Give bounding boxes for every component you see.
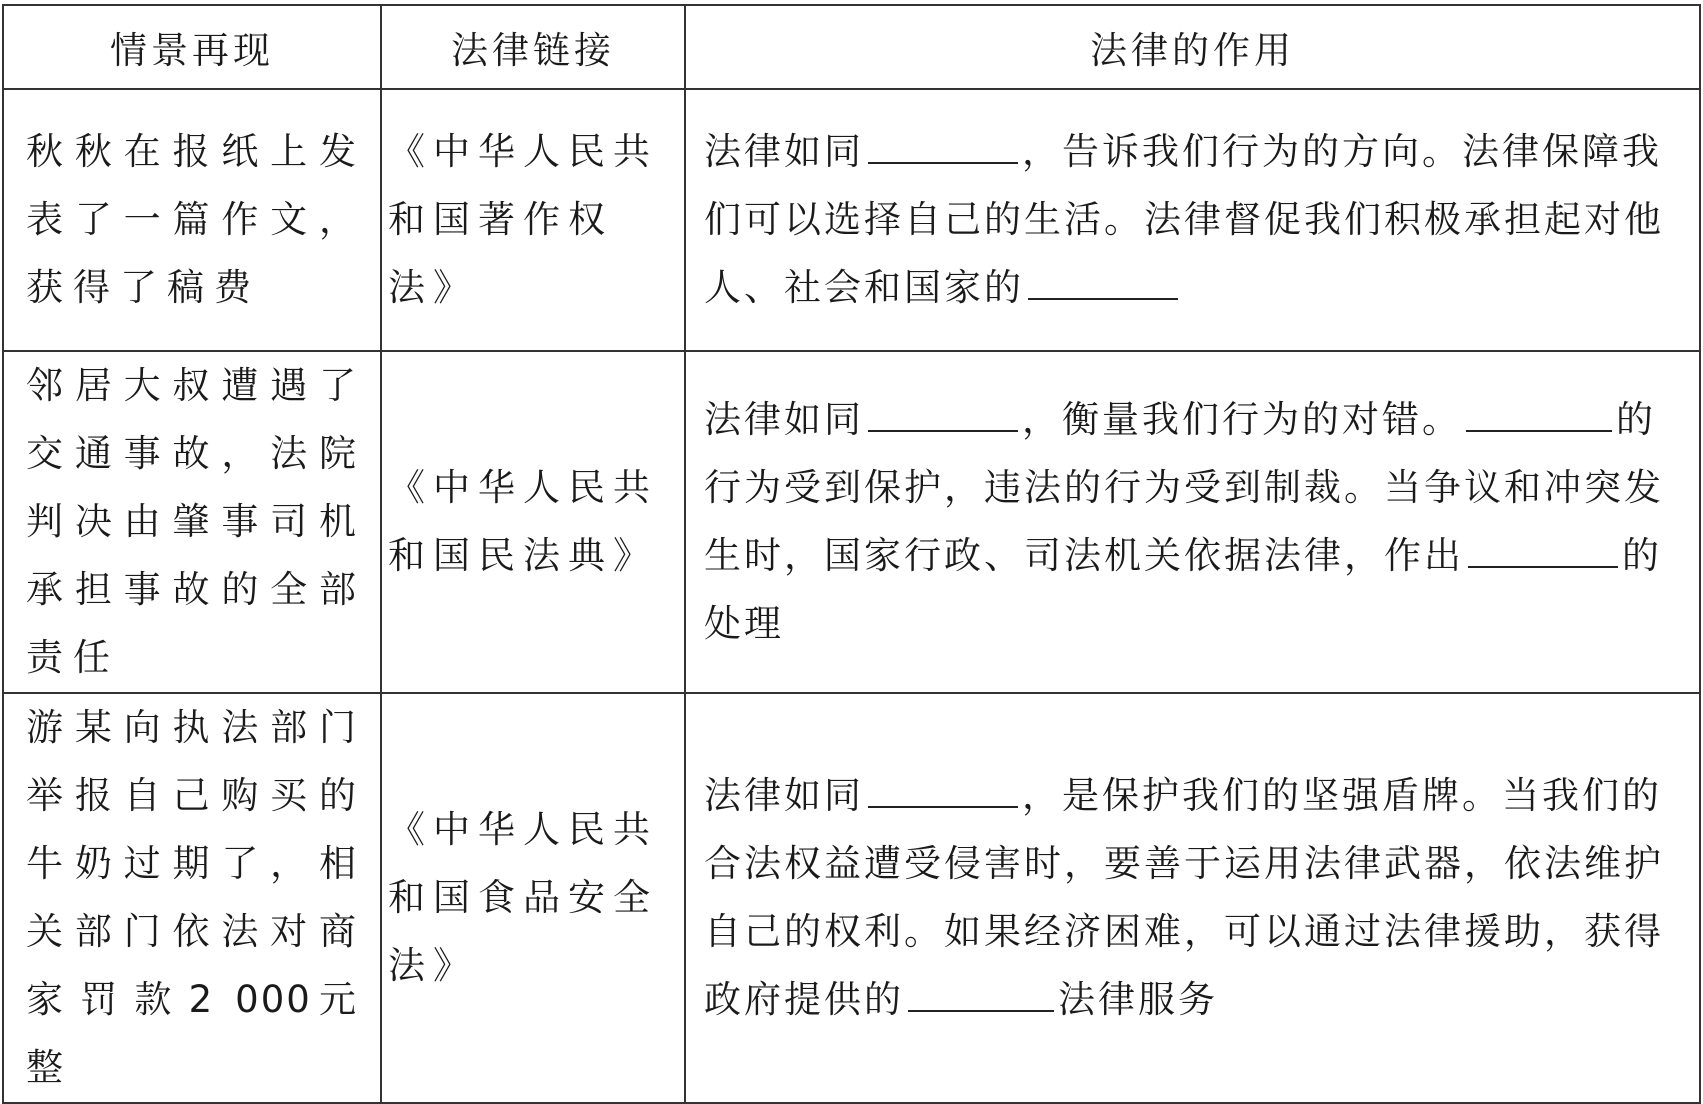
law-cell (381, 89, 685, 351)
role-text-segment: 的行为受到保护，违法的行为受到制裁。当争议和冲突发生时，国家行政、司法机关依据法律，作出 (704, 398, 1664, 577)
law-name: 《中华人民共和国民法典》 (388, 466, 658, 577)
role-text-segment: 法律如同 (704, 774, 864, 817)
header-law-role: 法律的作用 (685, 5, 1700, 89)
fine-amount: 2 000 (188, 978, 312, 1021)
role-text-segment: 法律服务 (1058, 978, 1218, 1021)
role-cell (685, 351, 1700, 693)
scene-cell (3, 693, 381, 1103)
fill-in-blank[interactable] (868, 158, 1018, 164)
header-law-link: 法律链接 (381, 5, 685, 89)
role-text-segment: ，告诉我们行为的方向。法律保障我们可以选择自己的生活。法律督促我们积极承担起对他人、社会和国家的 (704, 130, 1664, 309)
role-cell (685, 693, 1700, 1103)
table-header-row (3, 5, 1700, 89)
fill-in-blank[interactable] (868, 802, 1018, 808)
fill-in-blank[interactable] (1468, 562, 1618, 568)
role-cell (685, 89, 1700, 351)
scene-text: 秋秋在报纸上发表了一篇作文，获得了稿费 (26, 130, 366, 309)
role-text (686, 386, 1699, 658)
fill-in-blank[interactable] (1466, 426, 1612, 432)
role-text-segment: 的处理 (704, 534, 1662, 645)
role-text (686, 762, 1699, 1034)
law-cell (381, 351, 685, 693)
law-name: 《中华人民共和国食品安全法》 (388, 808, 658, 987)
scene-cell (3, 89, 381, 351)
table-row (3, 351, 1700, 693)
law-name: 《中华人民共和国著作权法》 (388, 130, 658, 309)
fill-in-blank[interactable] (908, 1006, 1054, 1012)
fill-in-blank[interactable] (1028, 294, 1178, 300)
fill-in-blank[interactable] (868, 426, 1018, 432)
law-function-table (2, 4, 1701, 1104)
table-row (3, 89, 1700, 351)
scene-text-segment: 元整 (26, 978, 366, 1089)
scene-cell (3, 351, 381, 693)
law-cell (381, 693, 685, 1103)
role-text-segment: ，是保护我们的坚强盾牌。当我们的合法权益遭受侵害时，要善于运用法律武器，依法维护自己的权利。如果经济困难，可以通过法律援助，获得政府提供的 (704, 774, 1664, 1021)
role-text-segment: 法律如同 (704, 130, 864, 173)
scene-text: 邻居大叔遭遇了交通事故，法院判决由肇事司机承担事故的全部责任 (26, 364, 366, 679)
role-text (686, 118, 1699, 322)
scene-text (4, 694, 380, 1102)
table-row (3, 693, 1700, 1103)
scene-text-segment: 游某向执法部门举报自己购买的牛奶过期了，相关部门依法对商家罚款 (26, 706, 366, 1021)
header-scene: 情景再现 (3, 5, 381, 89)
role-text-segment: 法律如同 (704, 398, 864, 441)
role-text-segment: ，衡量我们行为的对错。 (1022, 398, 1462, 441)
